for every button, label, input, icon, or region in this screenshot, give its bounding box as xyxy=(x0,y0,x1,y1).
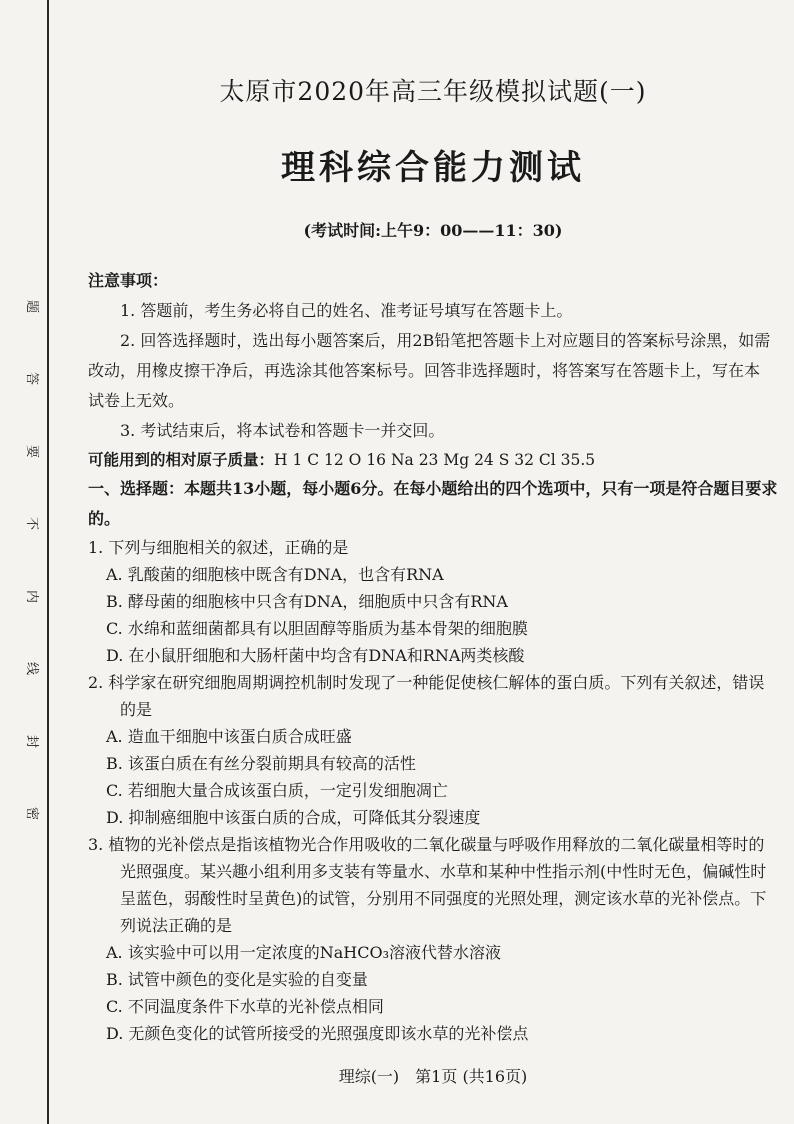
question-stem: 1. 下列与细胞相关的叙述，正确的是 xyxy=(88,538,349,557)
seal-char: 不 xyxy=(24,517,40,531)
question-2 xyxy=(88,669,778,831)
question-stem: 3. 植物的光补偿点是指该植物光合作用吸收的二氧化碳量与呼吸作用释放的二氧化碳量相等时的光照强度。某兴趣小组利用多支装有等量水、水草和某种中性指示剂(中性时无色，偏碱性时呈蓝色，弱酸性时呈黄色)的试管，分别用不同强度的光照处理，测定该水草的光补偿点。下列说法正确的是 xyxy=(88,835,767,935)
exam-time: (考试时间:上午9：00——11：30) xyxy=(303,221,563,240)
section-heading: 一、选择题：本题共13小题，每小题6分。在每小题给出的四个选项中，只有一项是符合题目要求的。 xyxy=(88,479,778,528)
question-stem: 2. 科学家在研究细胞周期调控机制时发现了一种能促使核仁解体的蛋白质。下列有关叙述，错误的是 xyxy=(88,673,765,719)
question-option: C. 不同温度条件下水草的光补偿点相同 xyxy=(106,997,384,1016)
question-1 xyxy=(88,534,778,669)
seal-line-text xyxy=(22,300,42,820)
question-3 xyxy=(88,831,778,1047)
seal-char: 封 xyxy=(24,734,40,748)
atomic-masses xyxy=(88,448,595,470)
seal-char: 要 xyxy=(24,444,40,458)
notice-item: 3. 考试结束后，将本试卷和答题卡一并交回。 xyxy=(120,421,445,440)
subject-title: 理科综合能力测试 xyxy=(281,148,585,188)
question-option: B. 酵母菌的细胞核中只含有DNA，细胞质中只含有RNA xyxy=(106,592,508,611)
question-option: C. 若细胞大量合成该蛋白质，一定引发细胞凋亡 xyxy=(106,781,448,800)
question-option: D. 无颜色变化的试管所接受的光照强度即该水草的光补偿点 xyxy=(106,1024,529,1043)
seal-char: 内 xyxy=(24,589,40,603)
binding-line xyxy=(47,0,49,1124)
question-option: A. 乳酸菌的细胞核中既含有DNA，也含有RNA xyxy=(106,565,444,584)
atomic-masses-values: H 1 C 12 O 16 Na 23 Mg 24 S 32 Cl 35.5 xyxy=(274,451,596,469)
question-option: D. 在小鼠肝细胞和大肠杆菌中均含有DNA和RNA两类核酸 xyxy=(106,646,525,665)
seal-char: 密 xyxy=(24,806,40,820)
atomic-masses-label: 可能用到的相对原子质量： xyxy=(88,450,275,469)
notice-heading: 注意事项： xyxy=(88,271,169,290)
question-list xyxy=(88,534,778,1047)
question-option: B. 试管中颜色的变化是实验的自变量 xyxy=(106,970,368,989)
page-footer: 理综(一) 第1页 (共16页) xyxy=(338,1067,528,1086)
notice-item: 1. 答题前，考生务必将自己的姓名、准考证号填写在答题卡上。 xyxy=(120,301,573,320)
seal-char: 答 xyxy=(24,372,40,386)
question-option: D. 抑制癌细胞中该蛋白质的合成，可降低其分裂速度 xyxy=(106,808,481,827)
notice-item: 2. 回答选择题时，选出每小题答案后，用2B铅笔把答题卡上对应题目的答案标号涂黑，如需改动，用橡皮擦干净后，再选涂其他答案标号。回答非选择题时，将答案写在答题卡上，写在本试卷上无效。 xyxy=(88,331,771,410)
seal-char: 题 xyxy=(24,299,40,314)
seal-char: 线 xyxy=(24,662,40,676)
question-option: C. 水绵和蓝细菌都具有以胆固醇等脂质为基本骨架的细胞膜 xyxy=(106,619,528,638)
question-option: A. 造血干细胞中该蛋白质合成旺盛 xyxy=(106,727,352,746)
question-option: B. 该蛋白质在有丝分裂前期具有较高的活性 xyxy=(106,754,416,773)
notice-list xyxy=(88,296,773,446)
exam-title: 太原市2020年高三年级模拟试题(一) xyxy=(219,77,647,106)
question-option: A. 该实验中可以用一定浓度的NaHCO₃溶液代替水溶液 xyxy=(106,943,501,962)
